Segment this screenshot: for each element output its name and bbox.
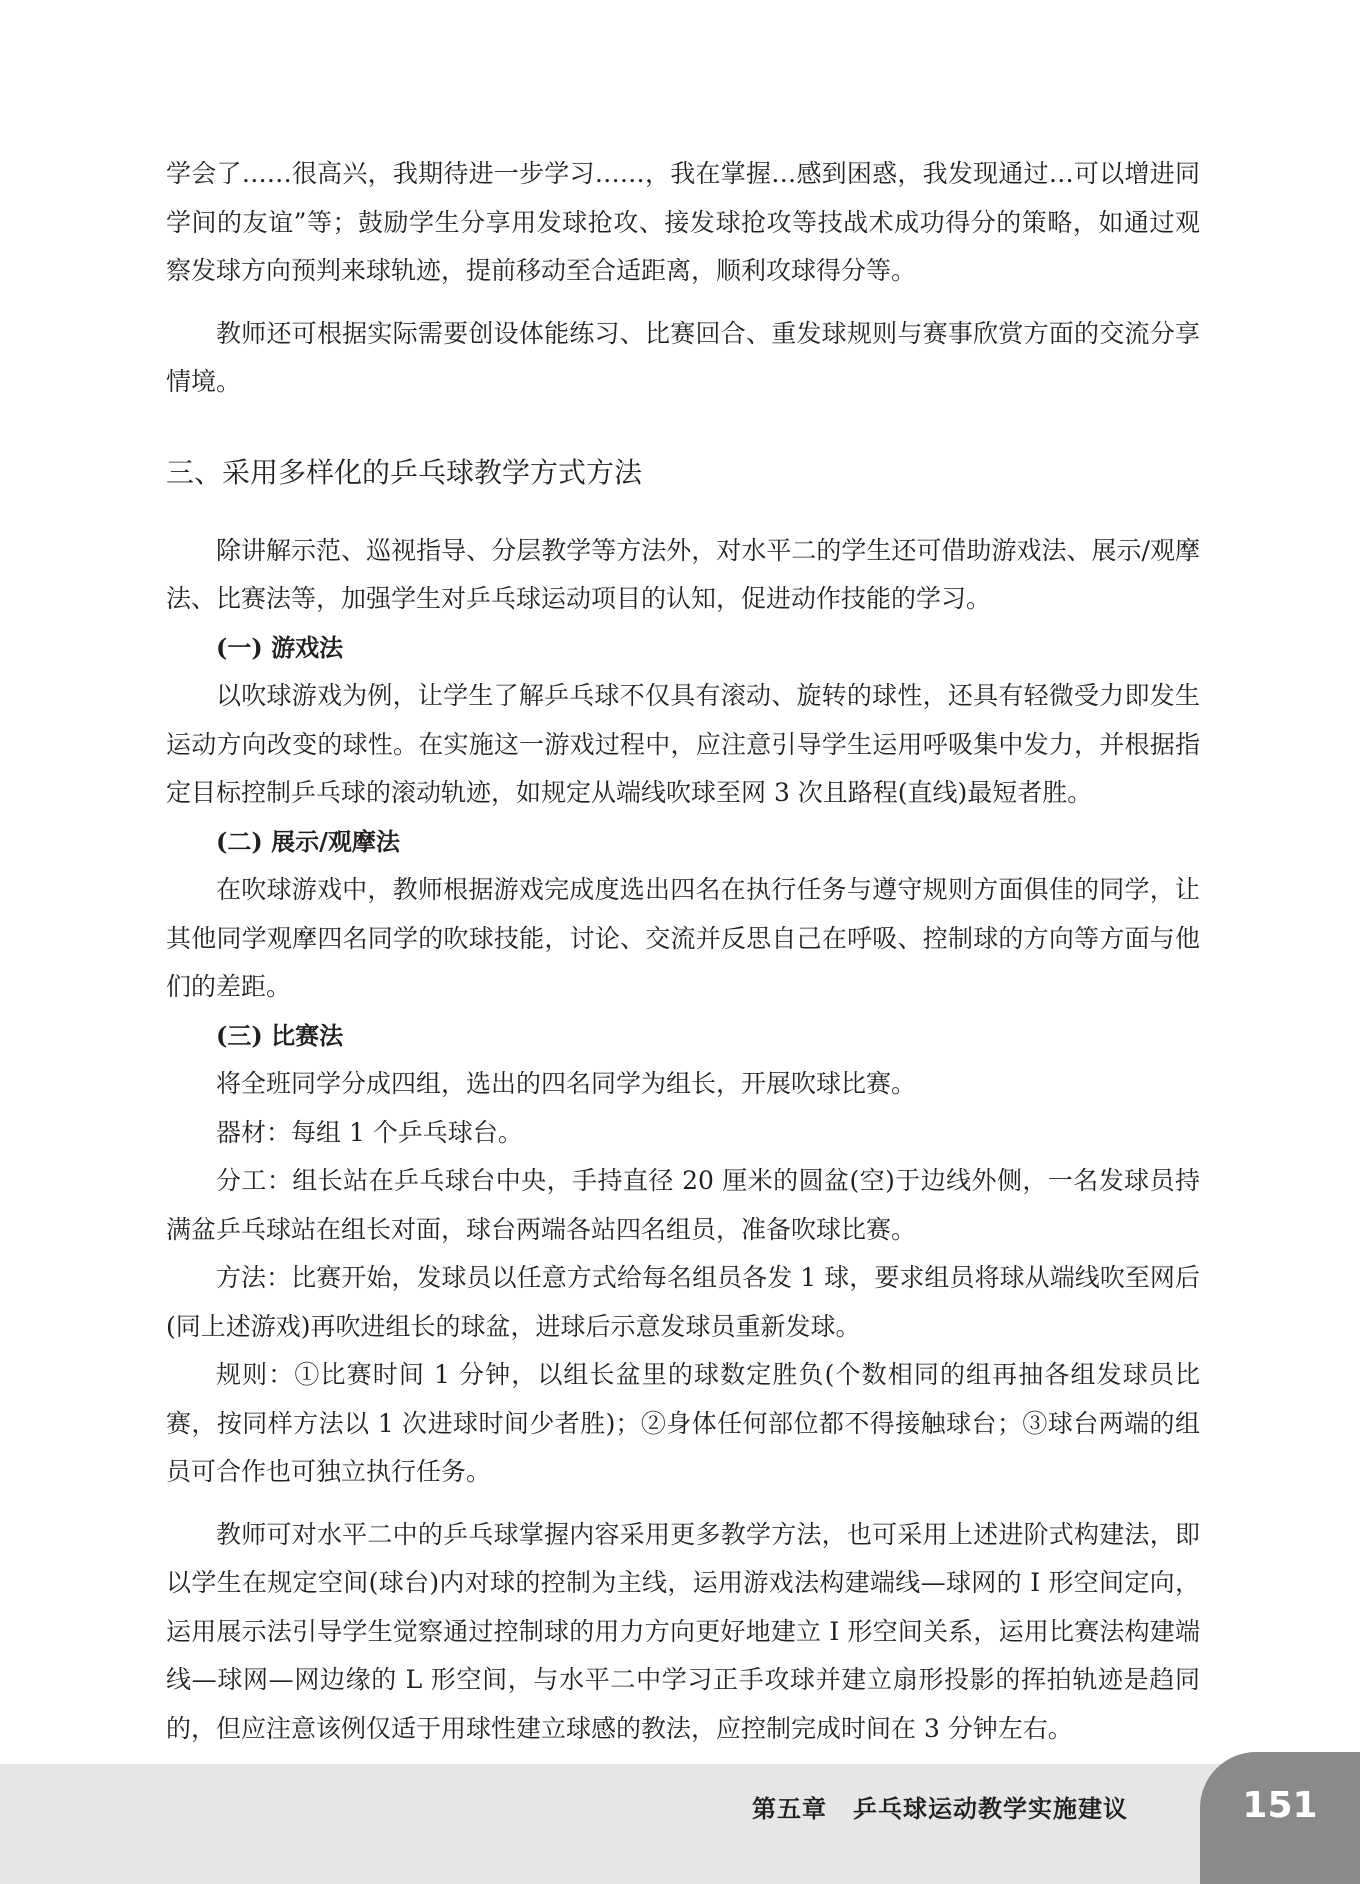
competition-procedure: 方法：比赛开始，发球员以任意方式给每名组员各发 1 球，要求组员将球从端线吹至网后(同上述游戏)再吹进组长的球盆，进球后示意发球员重新发球。 [166,1263,1200,1341]
footer-chapter: 第五章 [752,1795,827,1823]
competition-equipment: 器材：每组 1 个乒乓球台。 [216,1117,523,1147]
page-number: 151 [1242,1785,1318,1826]
competition-paragraph: 将全班同学分成四组，选出的四名同学为组长，开展吹球比赛。 [216,1069,917,1098]
closing-paragraph: 教师可对水平二中的乒乓球掌握内容采用更多教学方法，也可采用上述进阶式构建法，即以学生在规定空间(球台)内对球的控制为主线，运用游戏法构建端线—球网的 I 形空间定向，运用展示法引导学生觉察通过控制球的用力方向更好地建立 I 形空间关系，运用比赛法构建端线—球网—网边缘的 L 形空间，与水平二中学习正手攻球并建立扇形投影的挥拍轨迹是趋同的，但应注意该例仅适于用球性建立球感的教法，应控制完成时间在 3 分钟左右。 [166,1519,1200,1743]
competition-roles: 分工：组长站在乒乓球台中央，手持直径 20 厘米的圆盆(空)于边线外侧，一名发球员持满盆乒乓球站在组长对面，球台两端各站四名组员，准备吹球比赛。 [166,1166,1200,1244]
section-intro-paragraph: 除讲解示范、巡视指导、分层教学等方法外，对水平二的学生还可借助游戏法、展示/观摩法、比赛法等，加强学生对乒乓球运动项目的认知，促进动作技能的学习。 [166,535,1200,613]
competition-rules: 规则：①比赛时间 1 分钟，以组长盆里的球数定胜负(个数相同的组再抽各组发球员比赛，按同样方法以 1 次进球时间少者胜)；②身体任何部位都不得接触球台；③球台两端的组员可合作也可独立执行任务。 [166,1360,1200,1486]
game-method-paragraph: 以吹球游戏为例，让学生了解乒乓球不仅具有滚动、旋转的球性，还具有轻微受力即发生运动方向改变的球性。在实施这一游戏过程中，应注意引导学生运用呼吸集中发力，并根据指定目标控制乒乓球的滚动轨迹，如规定从端线吹球至网 3 次且路程(直线)最短者胜。 [166,681,1200,807]
section-heading: 三、采用多样化的乒乓球教学方式方法 [166,455,643,489]
subheading-demo-method: (二) 展示/观摩法 [216,826,400,856]
page-content [166,150,1200,1753]
body-paragraph: 学会了……很高兴，我期待进一步学习……，我在掌握…感到困惑，我发现通过…可以增进同学间的友谊”等；鼓励学生分享用发球抢攻、接发球抢攻等技战术成功得分的策略，如通过观察发球方向预判来球轨迹，提前移动至合适距离，顺利攻球得分等。 [166,159,1200,285]
subheading-game-method: (一) 游戏法 [216,632,344,662]
footer-chapter-title: 乒乓球运动教学实施建议 [853,1795,1128,1823]
running-footer [0,1764,1128,1854]
body-paragraph: 教师还可根据实际需要创设体能练习、比赛回合、重发球规则与赛事欣赏方面的交流分享情境。 [166,318,1200,396]
subheading-competition-method: (三) 比赛法 [216,1020,344,1050]
demo-method-paragraph: 在吹球游戏中，教师根据游戏完成度选出四名在执行任务与遵守规则方面俱佳的同学，让其他同学观摩四名同学的吹球技能，讨论、交流并反思自己在呼吸、控制球的方向等方面与他们的差距。 [166,875,1200,1001]
